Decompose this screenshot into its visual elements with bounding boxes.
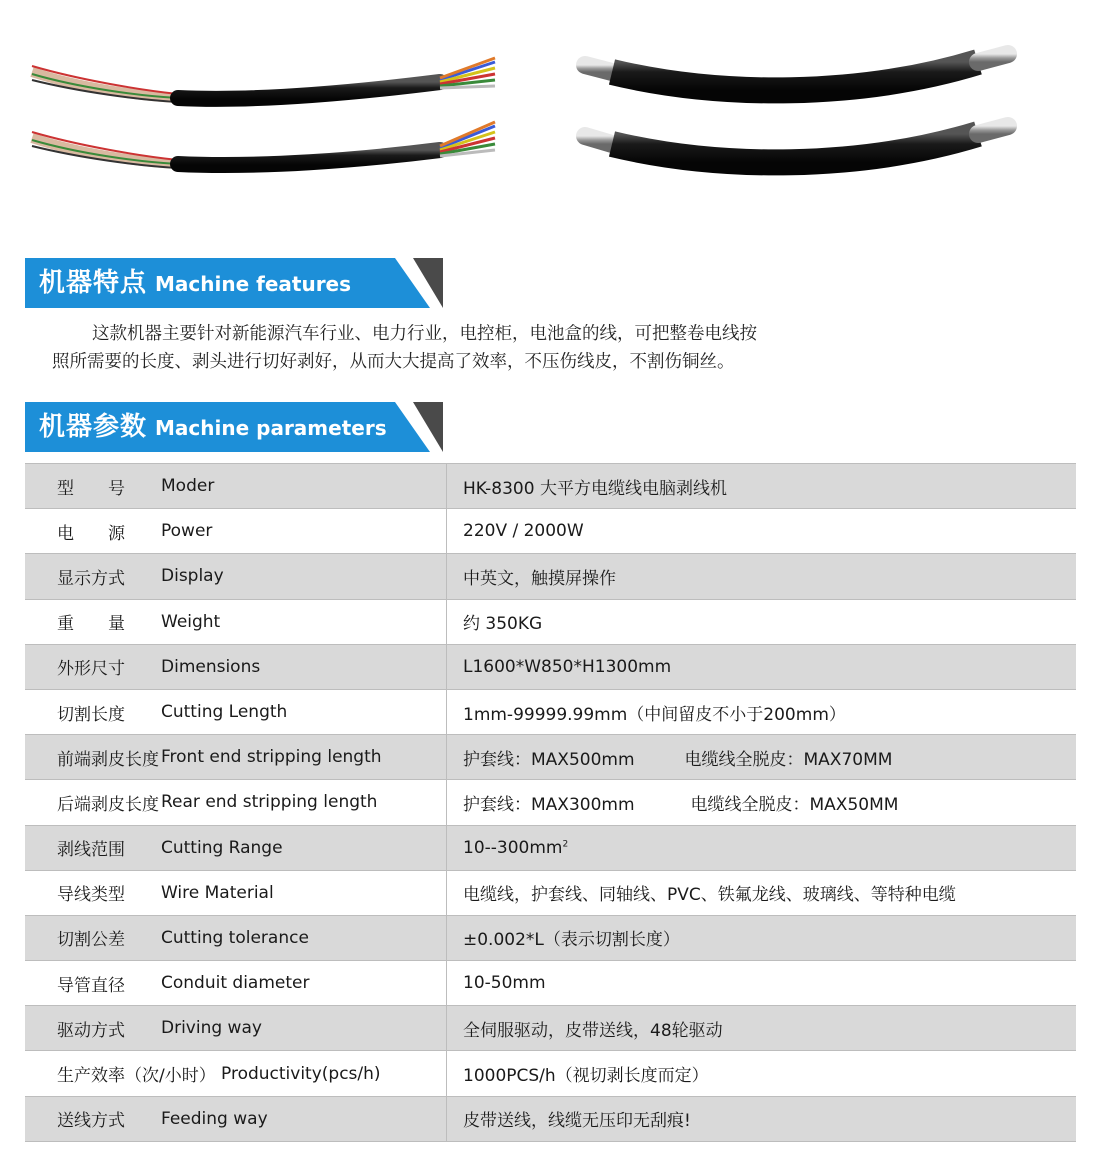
param-value-b: 电缆线全脱皮：MAX50MM	[690, 794, 899, 815]
header-title	[39, 258, 351, 308]
param-value: L1600*W850*H1300mm	[447, 644, 1077, 689]
param-name-zh: 外形尺寸	[25, 644, 161, 689]
param-name-zh: 送线方式	[25, 1096, 161, 1141]
param-name-en: Front end stripping length	[161, 735, 447, 780]
table-row	[25, 644, 1076, 689]
param-name-en: Wire Material	[161, 870, 447, 915]
table-row	[25, 554, 1076, 599]
multicore-cable-2	[32, 122, 495, 168]
machine-features-header	[25, 258, 445, 310]
param-name-en: Rear end stripping length	[161, 780, 447, 825]
header-title-zh: 机器参数	[39, 412, 148, 442]
param-name-zh: 后端剥皮长度	[25, 780, 161, 825]
table-row	[25, 870, 1076, 915]
param-name-en: Cutting Range	[161, 825, 447, 870]
param-name-zh: 重 量	[25, 599, 161, 644]
param-name-zh: 显示方式	[25, 554, 161, 599]
param-value: 220V / 2000W	[447, 509, 1077, 554]
product-photos	[0, 0, 1100, 240]
param-value: 1mm-99999.99mm（中间留皮不小于200mm）	[447, 689, 1077, 734]
param-value-a: 护套线：MAX300mm	[463, 794, 635, 815]
param-name-en: Cutting Length	[161, 689, 447, 734]
param-value: 中英文，触摸屏操作	[447, 554, 1077, 599]
table-row	[25, 961, 1076, 1006]
param-name-en: Weight	[161, 599, 447, 644]
param-name-en: Cutting tolerance	[161, 915, 447, 960]
param-name-zh: 切割长度	[25, 689, 161, 734]
table-row	[25, 825, 1076, 870]
table-row	[25, 915, 1076, 960]
table-row	[25, 1051, 1076, 1096]
param-name-en: Power	[161, 509, 447, 554]
param-value-superscript: 2	[562, 838, 569, 849]
param-value-b: 电缆线全脱皮：MAX70MM	[684, 749, 893, 770]
param-value-a: 护套线：MAX500mm	[463, 749, 635, 770]
param-value	[447, 780, 1077, 825]
param-name-en: Productivity(pcs/h)	[161, 1051, 447, 1096]
header-title	[39, 402, 387, 452]
param-name-zh: 前端剥皮长度	[25, 735, 161, 780]
param-value: 皮带送线，线缆无压印无刮痕!	[447, 1096, 1077, 1141]
param-name-zh: 切割公差	[25, 915, 161, 960]
machine-parameters-header	[25, 402, 445, 454]
table-row	[25, 735, 1076, 780]
table-row	[25, 1006, 1076, 1051]
table-row	[25, 1096, 1076, 1141]
param-value: 1000PCS/h（视切剥长度而定）	[447, 1051, 1077, 1096]
param-name-zh: 电 源	[25, 509, 161, 554]
table-row	[25, 464, 1076, 509]
table-row	[25, 599, 1076, 644]
param-value	[447, 825, 1077, 870]
param-name-en: Driving way	[161, 1006, 447, 1051]
param-name-en: Display	[161, 554, 447, 599]
features-line-1: 这款机器主要针对新能源汽车行业、电力行业，电控柜，电池盒的线，可把整卷电线按	[92, 324, 757, 344]
param-name-zh: 导管直径	[25, 961, 161, 1006]
param-value: 约 350KG	[447, 599, 1077, 644]
param-value-main: 10--300mm	[463, 837, 563, 858]
parameters-table	[25, 463, 1076, 1142]
header-title-zh: 机器特点	[39, 268, 148, 298]
param-value: 全伺服驱动，皮带送线，48轮驱动	[447, 1006, 1077, 1051]
table-row	[25, 509, 1076, 554]
param-name-zh: 型 号	[25, 464, 161, 509]
features-description	[52, 320, 952, 376]
cable-illustrations	[0, 0, 1100, 240]
param-value: 电缆线，护套线、同轴线、PVC、铁氟龙线、玻璃线、等特种电缆	[447, 870, 1077, 915]
table-row	[25, 780, 1076, 825]
param-name-en: Moder	[161, 464, 447, 509]
multicore-cable-1	[32, 58, 495, 102]
heavy-cable-2	[585, 126, 1008, 162]
param-name-en: Conduit diameter	[161, 961, 447, 1006]
table-row	[25, 689, 1076, 734]
param-value: ±0.002*L（表示切割长度）	[447, 915, 1077, 960]
param-value: HK-8300 大平方电缆线电脑剥线机	[447, 464, 1077, 509]
param-name-en: Feeding way	[161, 1096, 447, 1141]
param-value	[447, 735, 1077, 780]
param-name-zh: 驱动方式	[25, 1006, 161, 1051]
header-title-en: Machine parameters	[155, 416, 387, 440]
param-name-zh: 剥线范围	[25, 825, 161, 870]
param-name-zh: 导线类型	[25, 870, 161, 915]
param-name-en: Dimensions	[161, 644, 447, 689]
features-line-2: 照所需要的长度、剥头进行切好剥好，从而大大提高了效率，不压伤线皮，不割伤铜丝。	[52, 352, 735, 372]
heavy-cable-1	[585, 54, 1008, 90]
header-title-en: Machine features	[155, 272, 352, 296]
param-value: 10-50mm	[447, 961, 1077, 1006]
param-name-zh: 生产效率（次/小时）	[25, 1051, 161, 1096]
